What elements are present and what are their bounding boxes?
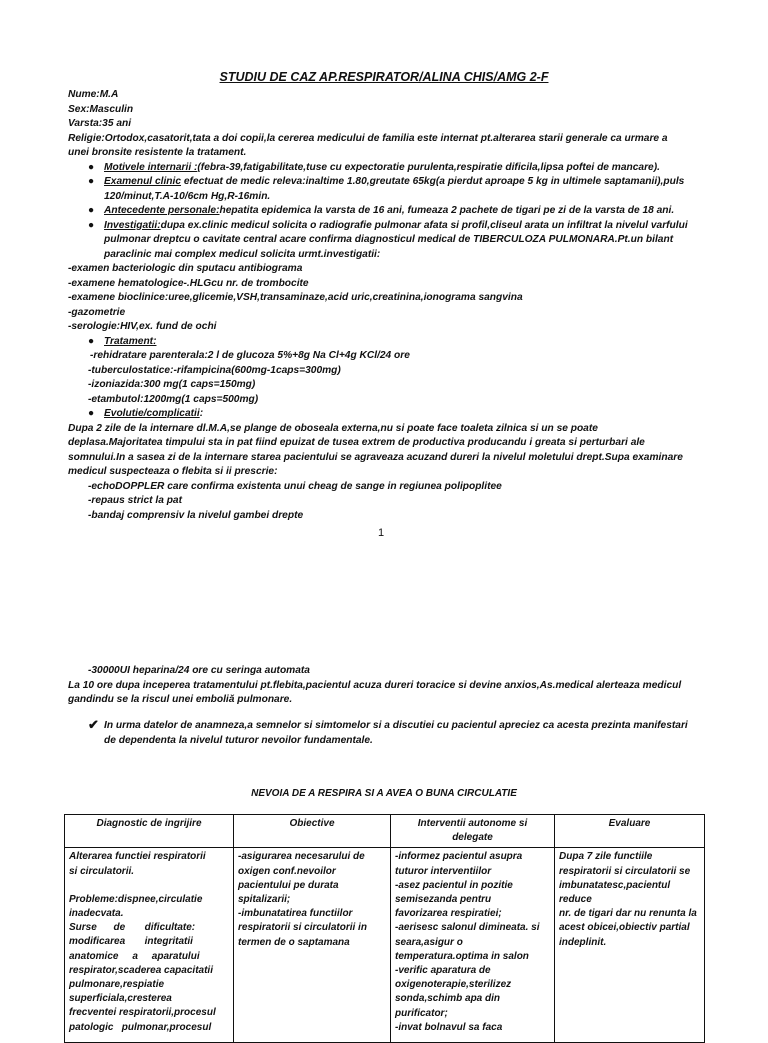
patient-name: Nume:M.A [68, 89, 119, 100]
header-interventii-label: Interventii autonome si [417, 818, 528, 829]
cell-line: Dupa 7 zile functiile [559, 851, 653, 863]
antecedente-label: Antecedente personale: [104, 205, 220, 216]
cell-line: modificarea integritatii [69, 936, 193, 948]
cell-line: acest obicei,obiectiv partial [559, 922, 690, 934]
header-diagnostic-label: Diagnostic de ingrijire [96, 818, 202, 829]
page-number: 1 [378, 527, 385, 539]
header-evaluare [555, 815, 705, 848]
check-text [104, 719, 714, 748]
cell-line: si circulatorii. [69, 865, 135, 877]
cell-line: sonda,schimb apa din [395, 993, 501, 1005]
cell-line: termen de o saptamana [238, 936, 350, 948]
prescription-item: -repaus strict la pat [88, 495, 182, 506]
cell-line: spitalizarii; [238, 894, 291, 906]
checkmark-icon: ✔ [88, 717, 99, 732]
evolution-label: Evolutie/complicatii [104, 408, 200, 419]
motive-label: Motivele internarii : [104, 161, 198, 173]
evolution-line: medicul suspecteaza o flebita si ii prescrie: [68, 466, 278, 477]
cell-line: Probleme:dispnee,circulatie [69, 893, 203, 905]
info-bullets [68, 161, 708, 263]
investigation-item: -examene bioclinice:uree,glicemie,VSH,transaminaze,acid uric,creatinina,ionograma sangvina [68, 292, 523, 303]
investigation-item: -gazometrie [68, 306, 126, 318]
cell-line: superficiala,cresterea [69, 993, 172, 1005]
header-diagnostic [65, 815, 234, 848]
treatment-item: -rehidratare parenterala:2 l de glucoza 5%+8g Na Cl+4g KCl/24 ore [90, 350, 410, 361]
investigation-item: -examen bacteriologic din sputacu antibiograma [68, 263, 303, 274]
cell-line: imbunatatesc,pacientul reduce [559, 879, 671, 906]
cell-line: respiratorii si circulatorii se [559, 865, 691, 877]
page-title [0, 70, 768, 84]
prescription-item: -echoDOPPLER care confirma existenta unui cheag de sange in regiunea polipoplitee [88, 480, 502, 492]
cell-evaluare [555, 848, 705, 1043]
cell-line: -aerisesc salonul dimineata. si [395, 922, 540, 934]
cell-line: pulmonare,respiatie [69, 979, 165, 991]
cell-line: anatomice a aparatului [69, 950, 200, 962]
bullet-dot-icon: ● [88, 205, 95, 216]
cell-line: -invat bolnavul sa faca [395, 1021, 503, 1033]
prescription-item: -bandaj comprensiv la nivelul gambei drepte [88, 509, 304, 521]
table-header-row [65, 815, 705, 848]
header-obiective [234, 815, 391, 848]
cell-line: inadecvata. [69, 908, 124, 920]
invest-label: Investigatii: [104, 219, 161, 231]
check-text-line2: de dependenta la nivelul tuturor nevoilor fundamentale. [104, 734, 373, 746]
antecedente-text: hepatita epidemica la varsta de 16 ani, fumeaza 2 pachete de tigari pe zi de la varsta de 18 ani. [219, 205, 675, 216]
cell-line: -imbunatatirea functiilor [238, 908, 353, 920]
cell-line: pacientului pe durata [238, 879, 339, 891]
evolution-bullet-list [68, 407, 708, 422]
patient-sex: Sex:Masculin [68, 103, 134, 115]
exam-text1: efectuat de medic releva:inaltime 1.80,greutate 65kg(a pierdut aproape 5 kg in ultimele saptamanii),puls [181, 176, 685, 187]
invest-text1: dupa ex.clinic medicul solicita o radiografie pulmonar afata si profil,cliseul arata un infiltrat la nivelul varfului [160, 219, 688, 231]
exam-label: Examenul clinic [104, 176, 182, 187]
cell-line: seara,asigur o [395, 936, 463, 948]
bullet-dot-icon: ● [88, 161, 95, 173]
cell-line: tuturor interventiilor [395, 865, 492, 877]
bullet-evolution [68, 407, 708, 422]
care-plan-table [64, 814, 705, 1043]
bullet-investigatii [68, 219, 708, 263]
cell-gap [69, 879, 229, 893]
cell-line: indeplinit. [559, 936, 607, 948]
cell-line: purificator; [395, 1007, 448, 1019]
bullet-treatment [68, 335, 708, 350]
exam-text2: 120/minut,T.A-10/6cm Hg,R-16min. [104, 190, 271, 202]
cell-interventii [391, 848, 555, 1043]
treatment-bullet-list [68, 335, 708, 350]
bullet-antecedente [68, 204, 708, 219]
header-obiective-label: Obiective [289, 818, 335, 829]
patient-religion-line2: unei bronsite resistente la tratament. [68, 147, 247, 158]
cell-line: semisezanda pentru [395, 894, 492, 906]
cell-line: -asigurarea necesarului de [238, 851, 365, 863]
cell-line: temperatura.optima in salon [395, 950, 529, 962]
cell-diagnostic [65, 848, 234, 1043]
header-evaluare-label: Evaluare [608, 818, 651, 829]
table-row [65, 848, 705, 1043]
cell-obiective [234, 848, 391, 1043]
header-interventii [391, 815, 555, 848]
treatment-item: -tuberculostatice:-rifampicina(600mg-1caps=300mg) [88, 364, 341, 376]
investigation-item: -serologie:HIV,ex. fund de ochi [68, 321, 217, 332]
cell-line: nr. de tigari dar nu renunta la [559, 908, 697, 920]
cell-line: respirator,scaderea capacitatii [69, 964, 213, 976]
evolution-line: somnului.In a sasea zi de la internare starea pacientului se agraveaza acuzand dureri la nivelul moletului drept.Supa examinare [68, 451, 683, 463]
cell-line: patologic pulmonar,procesul [69, 1021, 212, 1033]
check-text-line1: In urma datelor de anamneza,a semnelor si simtomelor si a discutiei cu pacientul apreciez ca acesta prezinta manifestari [104, 720, 688, 731]
bullet-dot-icon: ● [88, 219, 95, 231]
cell-line: frecventei respiratorii,procesul [69, 1007, 216, 1019]
patient-religion-line1: Religie:Ortodox,casatorit,tata a doi copii,la cererea medicului de familia este internat pt.alterarea starii generale ca urmare a [68, 132, 668, 144]
cell-line: Surse de dificultate: [69, 922, 196, 934]
bullet-dot-icon: ● [88, 335, 95, 347]
bullet-motive [68, 161, 708, 176]
patient-info [68, 88, 708, 523]
page2-text-line2: gandindu se la riscul unei emboliă pulmonare. [68, 694, 293, 705]
treatment-item: -izoniazida:300 mg(1 caps=150mg) [88, 379, 256, 390]
cell-line: -asez pacientul in pozitie [395, 879, 513, 891]
treatment-label: Tratament: [104, 335, 157, 347]
cell-line: favorizarea respiratiei; [395, 908, 502, 920]
invest-text3: paraclinic mai complex medicul solicita urmt.investigatii: [104, 248, 381, 260]
invest-text2: pulmonar dreptcu o cavitate central acare confirma diagnosticul medical de TIBERCULOZA PULMONARA.Pt.un bilant [104, 234, 674, 245]
investigation-item: -examene hematologice-.HLGcu nr. de trombocite [68, 277, 309, 289]
cell-line: oxigenoterapie,sterilizez [395, 979, 512, 991]
header-delegate-label: delegate [452, 832, 493, 844]
cell-line: -verific aparatura de [395, 965, 491, 977]
page2-text-line1: La 10 ore dupa inceperea tratamentului pt.flebita,pacientul acuza dureri toracice si devine anxios,As.medical alerteaza medicul [68, 679, 682, 691]
page2-text [68, 664, 708, 708]
cell-line: -informez pacientul asupra [395, 851, 523, 863]
title-text: STUDIU DE CAZ AP.RESPIRATOR/ALINA CHIS/AMG 2-F [219, 70, 549, 84]
bullet-exam [68, 175, 708, 204]
table-title: NEVOIA DE A RESPIRA SI A AVEA O BUNA CIRCULATIE [251, 788, 517, 799]
cell-line: respiratorii si circulatorii in [238, 922, 367, 934]
evolution-colon: : [199, 408, 204, 419]
evolution-line: Dupa 2 zile de la internare dl.M.A,se plange de oboseala externa,nu si poate face toaleta zilnica si un se poate [68, 422, 598, 434]
heparin-line: -30000UI heparina/24 ore cu seringa automata [88, 665, 310, 676]
bullet-dot-icon: ● [88, 176, 95, 187]
cell-line: Alterarea functiei respiratorii [69, 851, 206, 863]
evolution-line: deplasa.Majoritatea timpului sta in pat fiind epuizat de tusea extrem de productiva producandu i greata si perturbari ale [68, 437, 645, 448]
patient-age: Varsta:35 ani [68, 118, 132, 129]
treatment-item: -etambutol:1200mg(1 caps=500mg) [88, 393, 259, 405]
cell-line: oxigen conf.nevoilor [238, 865, 336, 877]
motive-text: (febra-39,fatigabilitate,tuse cu expectoratie purulenta,respiratie dificila,lipsa poftei de mancare). [197, 161, 660, 173]
bullet-dot-icon: ● [88, 408, 95, 419]
